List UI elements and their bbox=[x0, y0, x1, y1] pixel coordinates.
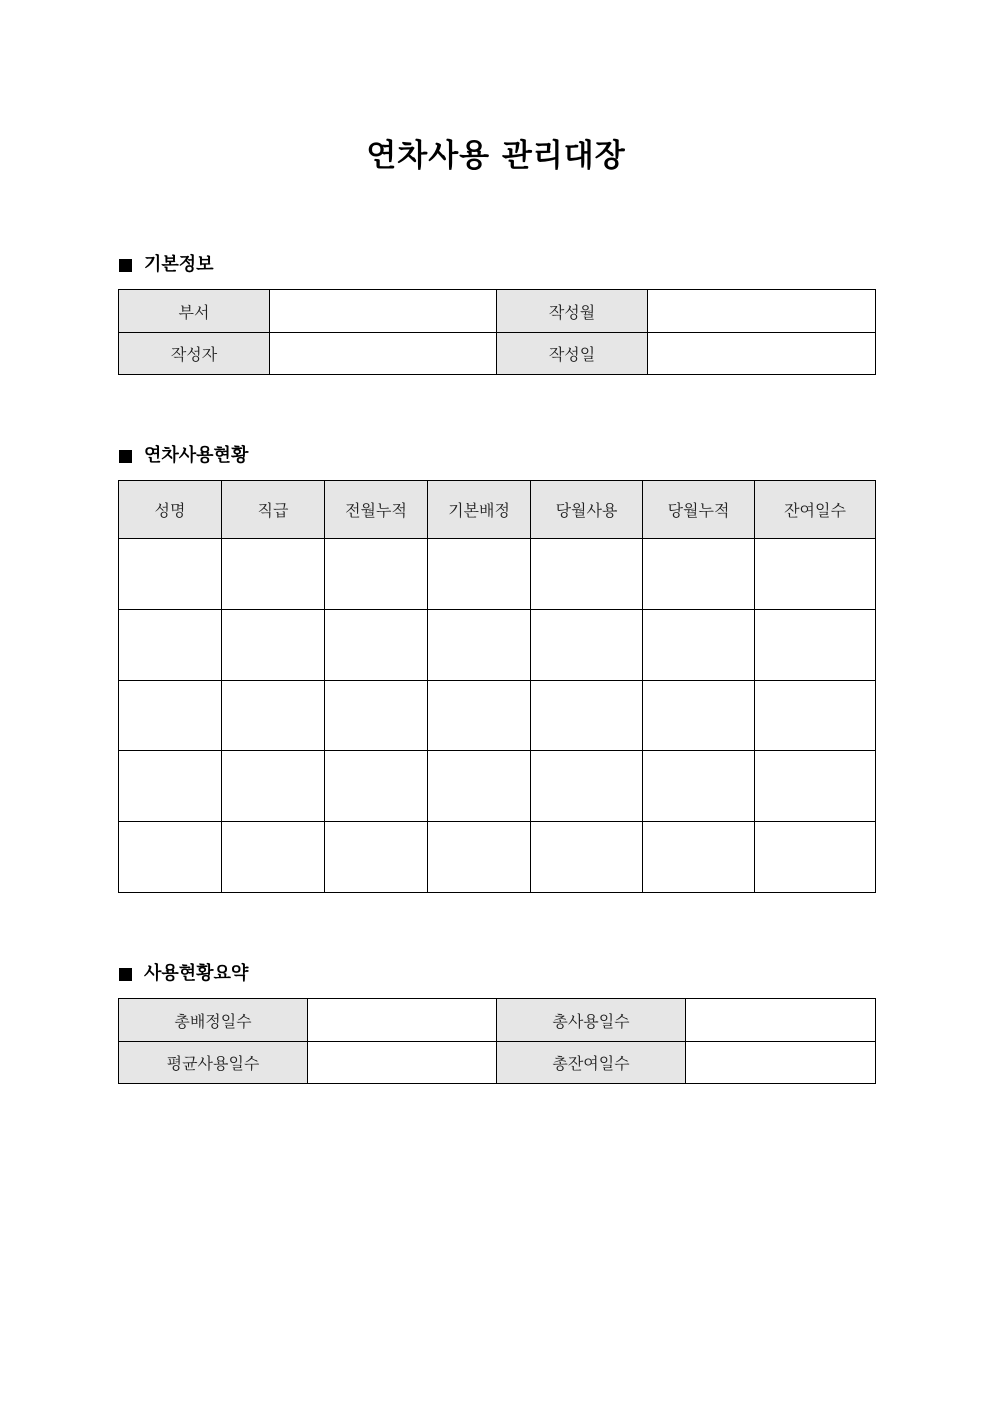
column-header-month-accumulated: 당월누적 bbox=[643, 481, 755, 539]
table-cell[interactable] bbox=[119, 751, 222, 822]
table-cell[interactable] bbox=[755, 610, 876, 681]
table-cell[interactable] bbox=[222, 610, 325, 681]
total-allocated-days-field[interactable] bbox=[308, 999, 497, 1042]
square-bullet-icon bbox=[119, 450, 132, 463]
table-cell[interactable] bbox=[119, 822, 222, 893]
column-header-base-allocation: 기본배정 bbox=[428, 481, 531, 539]
table-row bbox=[119, 751, 876, 822]
table-cell[interactable] bbox=[119, 610, 222, 681]
basic-info-table bbox=[118, 289, 876, 375]
table-row bbox=[119, 539, 876, 610]
department-field[interactable] bbox=[270, 290, 497, 333]
average-used-days-label: 평균사용일수 bbox=[119, 1042, 308, 1084]
table-cell[interactable] bbox=[643, 610, 755, 681]
table-row bbox=[119, 290, 876, 333]
report-date-label: 작성일 bbox=[497, 333, 648, 375]
table-row bbox=[119, 1042, 876, 1084]
table-cell[interactable] bbox=[531, 822, 643, 893]
total-used-days-label: 총사용일수 bbox=[497, 999, 686, 1042]
total-remaining-days-field[interactable] bbox=[686, 1042, 876, 1084]
report-month-field[interactable] bbox=[648, 290, 876, 333]
summary-table bbox=[118, 998, 876, 1084]
section-heading-label: 기본정보 bbox=[144, 254, 214, 275]
table-cell[interactable] bbox=[222, 822, 325, 893]
column-header-name: 성명 bbox=[119, 481, 222, 539]
section-heading-usage-status bbox=[119, 444, 248, 468]
table-cell[interactable] bbox=[428, 822, 531, 893]
table-cell[interactable] bbox=[643, 539, 755, 610]
section-heading-label: 연차사용현황 bbox=[144, 445, 249, 466]
table-row bbox=[119, 681, 876, 751]
square-bullet-icon bbox=[119, 968, 132, 981]
table-cell[interactable] bbox=[531, 681, 643, 751]
table-cell[interactable] bbox=[428, 539, 531, 610]
report-month-label: 작성월 bbox=[497, 290, 648, 333]
table-cell[interactable] bbox=[325, 610, 428, 681]
table-cell[interactable] bbox=[755, 539, 876, 610]
table-cell[interactable] bbox=[325, 681, 428, 751]
table-cell[interactable] bbox=[222, 681, 325, 751]
section-heading-summary bbox=[119, 962, 248, 986]
table-cell[interactable] bbox=[222, 751, 325, 822]
table-cell[interactable] bbox=[325, 822, 428, 893]
usage-status-table bbox=[118, 480, 876, 893]
table-cell[interactable] bbox=[643, 751, 755, 822]
table-cell[interactable] bbox=[755, 681, 876, 751]
column-header-previous-accumulated: 전월누적 bbox=[325, 481, 428, 539]
table-cell[interactable] bbox=[643, 681, 755, 751]
section-heading-label: 사용현황요약 bbox=[144, 963, 249, 984]
table-row bbox=[119, 333, 876, 375]
table-cell[interactable] bbox=[531, 610, 643, 681]
report-date-field[interactable] bbox=[648, 333, 876, 375]
table-cell[interactable] bbox=[428, 610, 531, 681]
table-cell[interactable] bbox=[643, 822, 755, 893]
table-cell[interactable] bbox=[325, 751, 428, 822]
square-bullet-icon bbox=[119, 259, 132, 272]
table-cell[interactable] bbox=[119, 681, 222, 751]
department-label: 부서 bbox=[119, 290, 270, 333]
column-header-remaining-days: 잔여일수 bbox=[755, 481, 876, 539]
table-cell[interactable] bbox=[531, 751, 643, 822]
total-remaining-days-label: 총잔여일수 bbox=[497, 1042, 686, 1084]
column-header-month-used: 당월사용 bbox=[531, 481, 643, 539]
section-heading-basic-info bbox=[119, 253, 214, 277]
table-cell[interactable] bbox=[755, 822, 876, 893]
average-used-days-field[interactable] bbox=[308, 1042, 497, 1084]
document-title: 연차사용 관리대장 bbox=[366, 138, 626, 174]
author-field[interactable] bbox=[270, 333, 497, 375]
column-header-position: 직급 bbox=[222, 481, 325, 539]
table-cell[interactable] bbox=[428, 751, 531, 822]
table-cell[interactable] bbox=[222, 539, 325, 610]
table-row bbox=[119, 610, 876, 681]
table-cell[interactable] bbox=[755, 751, 876, 822]
table-cell[interactable] bbox=[428, 681, 531, 751]
table-cell[interactable] bbox=[325, 539, 428, 610]
table-row bbox=[119, 822, 876, 893]
author-label: 작성자 bbox=[119, 333, 270, 375]
table-header-row bbox=[119, 481, 876, 539]
table-cell[interactable] bbox=[119, 539, 222, 610]
total-allocated-days-label: 총배정일수 bbox=[119, 999, 308, 1042]
table-cell[interactable] bbox=[531, 539, 643, 610]
table-row bbox=[119, 999, 876, 1042]
total-used-days-field[interactable] bbox=[686, 999, 876, 1042]
